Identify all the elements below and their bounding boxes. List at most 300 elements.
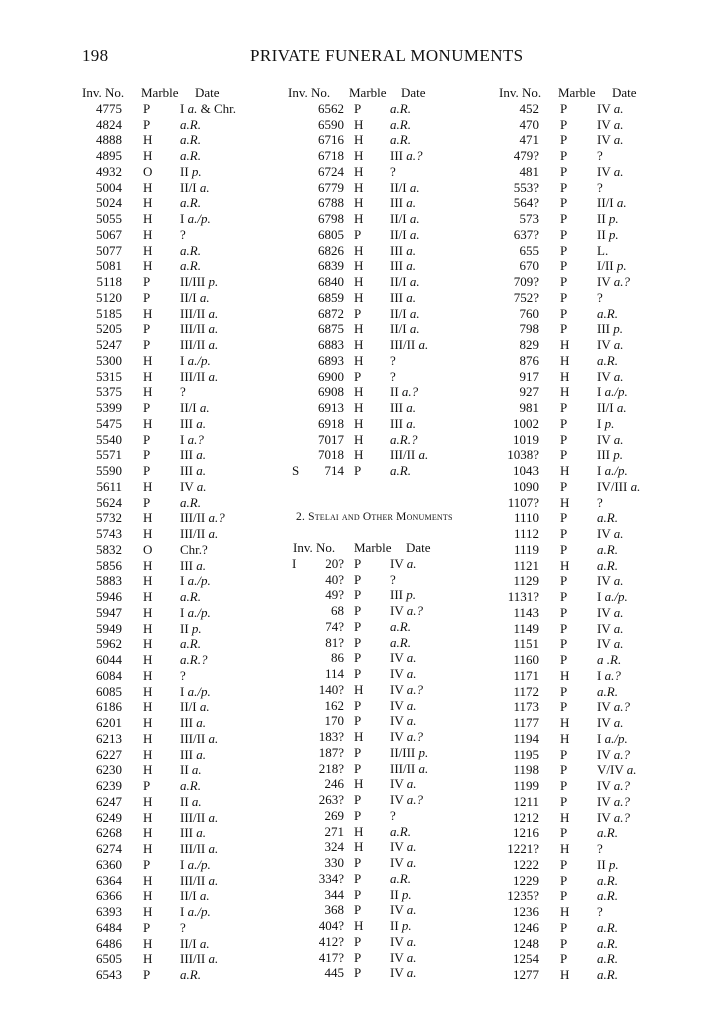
table-row — [499, 715, 689, 731]
table-row — [82, 101, 272, 117]
inventory-number: 49? — [325, 587, 344, 603]
inventory-number: 5024 — [96, 195, 122, 211]
table-row — [499, 447, 689, 463]
date-value: ? — [390, 807, 396, 823]
marble-type: P — [560, 289, 568, 305]
table-row — [499, 101, 689, 117]
inventory-number: 5743 — [96, 526, 122, 541]
marble-type: H — [143, 888, 153, 904]
table-row — [82, 636, 272, 652]
inventory-column-3 — [499, 85, 689, 983]
page-number: 198 — [82, 46, 109, 65]
marble-type: P — [354, 965, 362, 981]
inventory-number: 6044 — [96, 652, 122, 667]
table-row — [499, 164, 689, 180]
marble-type: P — [560, 778, 568, 793]
date-value: ? — [597, 148, 603, 163]
marble-type: P — [143, 321, 151, 337]
date-value: IV a. — [390, 839, 417, 855]
table-row — [82, 699, 272, 715]
inventory-number: 6360 — [96, 856, 122, 872]
table-row — [82, 652, 272, 668]
date-value: I a./p. — [180, 904, 211, 919]
marble-type: H — [354, 195, 364, 211]
date-value: III/II a. — [180, 841, 219, 856]
date-value: II/I a. — [180, 179, 210, 195]
marble-type: H — [143, 242, 153, 258]
inventory-number: 6364 — [96, 872, 122, 888]
table-row — [499, 321, 689, 337]
table-row — [288, 619, 493, 635]
table-row — [82, 825, 272, 841]
marble-type: P — [560, 951, 568, 967]
date-value: I a./p. — [180, 352, 211, 368]
table-row — [499, 337, 689, 353]
marble-type: H — [143, 825, 153, 841]
inventory-number: 6227 — [96, 746, 122, 762]
date-value: II/I a. — [390, 211, 420, 226]
date-value: a.R.? — [180, 652, 208, 667]
table-row — [288, 243, 493, 259]
inventory-number: 6505 — [96, 951, 122, 967]
marble-type: H — [143, 415, 153, 431]
date-value: II/I a. — [180, 935, 210, 951]
date-value: a.R. — [597, 951, 618, 967]
marble-type: H — [143, 730, 153, 746]
table-row — [499, 384, 689, 400]
running-title: PRIVATE FUNERAL MONUMENTS — [250, 46, 524, 65]
date-value: II p. — [390, 886, 412, 902]
inventory-number: 344 — [324, 886, 344, 902]
table-row — [82, 243, 272, 259]
header-inv-no: Inv. No. — [288, 85, 331, 100]
marble-type: H — [354, 321, 364, 337]
marble-type: P — [354, 100, 362, 116]
table-row — [499, 605, 689, 621]
inventory-number: 5247 — [96, 337, 122, 352]
date-value: III a. — [180, 447, 206, 463]
inventory-number: 471 — [519, 132, 539, 148]
table-row — [499, 636, 689, 652]
date-value: V/IV a. — [597, 762, 637, 778]
inventory-number: 1222 — [513, 856, 539, 872]
inventory-number: 5205 — [96, 321, 122, 337]
inventory-number: 1107? — [507, 494, 539, 510]
date-value: ? — [180, 919, 186, 935]
date-value: a.R. — [390, 132, 411, 148]
date-value: a.R. — [597, 935, 618, 951]
inventory-number: 6883 — [318, 337, 344, 352]
date-value: IV a. — [390, 650, 417, 666]
marble-type: P — [560, 683, 568, 699]
date-value: Chr.? — [180, 541, 208, 557]
date-value: II p. — [597, 211, 619, 226]
inventory-number: 187? — [318, 744, 344, 760]
table-row — [288, 824, 493, 840]
marble-type: P — [560, 478, 568, 494]
date-value: II/I a. — [180, 888, 210, 904]
header-date: Date — [406, 540, 431, 555]
marble-type: H — [143, 510, 153, 526]
marble-type: P — [143, 463, 151, 478]
date-value: III a. — [180, 746, 206, 762]
inventory-number: 6268 — [96, 825, 122, 841]
marble-type: P — [560, 226, 568, 242]
inventory-number: 6201 — [96, 715, 122, 730]
table-row — [288, 698, 493, 714]
date-value: IV a. — [180, 478, 207, 494]
marble-type: P — [560, 305, 568, 321]
date-value: II p. — [180, 163, 202, 179]
inventory-number: 5590 — [96, 463, 122, 478]
inventory-number: 5949 — [96, 620, 122, 636]
inventory-number: 1160 — [513, 652, 539, 667]
marble-type: P — [560, 573, 568, 589]
marble-type: H — [354, 415, 364, 431]
marble-type: H — [354, 918, 364, 933]
marble-type: P — [560, 132, 568, 148]
date-value: IV a.? — [597, 778, 630, 793]
date-value: I a./p. — [180, 856, 211, 872]
inventory-number: 1221? — [507, 841, 539, 856]
table-row — [288, 587, 493, 603]
inventory-number: 81? — [325, 634, 344, 650]
series-prefix: I — [292, 555, 297, 571]
inventory-number: 1019 — [513, 431, 539, 447]
inventory-number: 6716 — [318, 132, 344, 148]
date-value: I a./p. — [597, 463, 628, 478]
table-body — [288, 101, 493, 479]
table-row — [82, 447, 272, 463]
marble-type: P — [560, 400, 568, 415]
inventory-number: 6239 — [96, 778, 122, 793]
inventory-number: 6366 — [96, 888, 122, 904]
date-value: IV a. — [597, 337, 624, 352]
inventory-number: 6893 — [318, 352, 344, 368]
table-row — [288, 792, 493, 808]
inventory-number: 1131? — [507, 589, 539, 604]
table-row — [499, 857, 689, 873]
table-row — [288, 855, 493, 871]
date-value: I/II p. — [597, 258, 627, 274]
inventory-number: 5962 — [96, 636, 122, 652]
inventory-number: 1254 — [513, 951, 539, 967]
table-row — [288, 808, 493, 824]
inventory-column-2 — [288, 85, 493, 479]
marble-type: P — [354, 650, 362, 666]
table-row — [288, 369, 493, 385]
date-value: a.R. — [597, 825, 618, 841]
inventory-number: 1199 — [513, 778, 539, 793]
date-value: a.R. — [180, 589, 201, 604]
date-value: III a. — [180, 557, 206, 573]
date-value: IV a.? — [390, 792, 423, 807]
inventory-number: 1171 — [513, 667, 539, 683]
inventory-number: 5832 — [96, 541, 122, 557]
date-value: ? — [597, 841, 603, 856]
date-value: IV a.? — [597, 274, 630, 289]
date-value: IV a. — [390, 933, 417, 949]
date-value: a.R. — [390, 634, 411, 650]
marble-type: P — [354, 792, 362, 807]
table-row — [288, 761, 493, 777]
marble-type: P — [560, 116, 568, 132]
table-row — [82, 306, 272, 322]
date-value: ? — [180, 667, 186, 683]
inventory-number: 417? — [318, 949, 344, 965]
date-value: IV a. — [597, 163, 624, 179]
table-row — [288, 101, 493, 117]
date-value: III a. — [180, 463, 206, 478]
table-row — [499, 416, 689, 432]
date-value: IV a. — [597, 620, 624, 636]
marble-type: H — [143, 809, 153, 825]
date-value: IV/III a. — [597, 478, 641, 494]
inventory-number: 564? — [513, 195, 539, 211]
date-value: IV a.? — [597, 746, 630, 762]
inventory-number: 4775 — [96, 100, 122, 116]
marble-type: P — [560, 935, 568, 951]
marble-type: H — [354, 384, 364, 400]
date-value: III a. — [390, 242, 416, 258]
table-row — [499, 542, 689, 558]
table-row — [82, 180, 272, 196]
date-value: III/II a. — [180, 368, 219, 384]
date-value: a .R. — [597, 652, 622, 667]
table-row — [288, 353, 493, 369]
inventory-number: 5399 — [96, 400, 122, 415]
header-date: Date — [401, 85, 426, 100]
marble-type: H — [143, 699, 153, 715]
inventory-number: 5067 — [96, 226, 122, 242]
inventory-number: 7018 — [318, 447, 344, 463]
marble-type: H — [143, 226, 153, 242]
table-row — [499, 920, 689, 936]
date-value: II/I a. — [390, 274, 420, 289]
table-row — [288, 934, 493, 950]
table-row — [499, 195, 689, 211]
date-value: II a. — [180, 762, 202, 778]
date-value: a.R. — [597, 541, 618, 557]
table-row — [82, 258, 272, 274]
marble-type: P — [354, 305, 362, 321]
inventory-number: 5055 — [96, 211, 122, 226]
inventory-number: 6590 — [318, 116, 344, 132]
inventory-number: 714 — [324, 463, 344, 478]
date-value: a.R. — [180, 132, 201, 148]
date-value: II/I a. — [597, 195, 627, 211]
inventory-number: 1277 — [513, 967, 539, 982]
inventory-number: 114 — [324, 666, 344, 681]
inventory-number: 6908 — [318, 384, 344, 400]
inventory-number: 445 — [324, 965, 344, 981]
date-value: III/II a. — [180, 321, 219, 337]
table-row — [82, 510, 272, 526]
table-row — [82, 211, 272, 227]
marble-type: H — [560, 667, 570, 683]
marble-type: P — [560, 856, 568, 872]
marble-type: H — [354, 116, 364, 132]
marble-type: H — [143, 793, 153, 809]
date-value: IV a. — [390, 949, 417, 965]
table-row — [499, 258, 689, 274]
marble-type: H — [560, 494, 570, 510]
inventory-number: 6186 — [96, 699, 122, 715]
inventory-number: 1236 — [513, 904, 539, 919]
table-row — [82, 589, 272, 605]
inventory-number: 7017 — [318, 431, 344, 447]
table-row — [82, 668, 272, 684]
table-row — [499, 211, 689, 227]
date-value: III p. — [597, 321, 623, 337]
table-body — [288, 556, 493, 981]
table-row — [499, 936, 689, 952]
table-row — [82, 621, 272, 637]
date-value: III a. — [390, 415, 416, 431]
inventory-number: 5732 — [96, 510, 122, 526]
marble-type: H — [143, 526, 153, 541]
marble-type: P — [143, 447, 151, 463]
table-row — [288, 321, 493, 337]
marble-type: P — [143, 337, 151, 352]
date-value: a.R. — [390, 463, 411, 478]
marble-type: P — [143, 494, 151, 510]
table-row — [288, 290, 493, 306]
table-row — [288, 902, 493, 918]
inventory-number: 6900 — [318, 368, 344, 384]
table-row — [82, 337, 272, 353]
marble-type: H — [143, 636, 153, 652]
date-value: IV a. — [390, 666, 417, 681]
table-row — [288, 666, 493, 682]
table-row — [288, 306, 493, 322]
inventory-number: 6805 — [318, 226, 344, 242]
inventory-number: 1149 — [513, 620, 539, 636]
marble-type: H — [143, 667, 153, 683]
inventory-number: 162 — [324, 697, 344, 713]
marble-type: H — [143, 935, 153, 951]
table-row — [288, 887, 493, 903]
date-value: II a.? — [390, 384, 419, 400]
date-value: IV a.? — [597, 699, 630, 715]
inventory-number: 6913 — [318, 400, 344, 415]
marble-type: H — [143, 604, 153, 620]
inventory-number: 5624 — [96, 494, 122, 510]
date-value: a.R. — [597, 888, 618, 904]
marble-type: H — [354, 179, 364, 195]
inventory-number: 5611 — [96, 478, 122, 494]
marble-type: H — [143, 258, 153, 274]
marble-type: P — [560, 526, 568, 541]
table-row — [499, 873, 689, 889]
inventory-number: 412? — [318, 933, 344, 949]
date-value: a.R. — [597, 352, 618, 368]
table-row — [499, 825, 689, 841]
table-row — [288, 180, 493, 196]
date-value: II/I a. — [390, 179, 420, 195]
table-row — [82, 558, 272, 574]
inventory-number: 1229 — [513, 872, 539, 888]
marble-type: H — [560, 352, 570, 368]
date-value: ? — [180, 384, 186, 400]
table-row — [82, 920, 272, 936]
marble-type: P — [143, 856, 151, 872]
date-value: IV a. — [597, 368, 624, 384]
marble-type: P — [560, 179, 568, 195]
table-row — [82, 369, 272, 385]
table-row — [288, 227, 493, 243]
inventory-number: 74? — [325, 618, 344, 634]
inventory-number: 1173 — [513, 699, 539, 715]
marble-type: H — [143, 589, 153, 604]
table-row — [82, 684, 272, 700]
table-row — [82, 762, 272, 778]
inventory-number: 5004 — [96, 179, 122, 195]
date-value: I a.? — [180, 431, 204, 447]
date-value: IV a. — [597, 715, 624, 730]
marble-type: P — [354, 226, 362, 242]
table-row — [288, 384, 493, 400]
marble-type: P — [143, 289, 151, 305]
inventory-number: 6486 — [96, 935, 122, 951]
inventory-number: 170 — [324, 713, 344, 729]
inventory-number: 1177 — [513, 715, 539, 730]
inventory-number: 269 — [324, 807, 344, 823]
marble-type: H — [560, 337, 570, 352]
marble-type: P — [560, 604, 568, 620]
inventory-number: 368 — [324, 902, 344, 918]
inventory-number: 6839 — [318, 258, 344, 274]
table-row — [288, 416, 493, 432]
date-value: I a./p. — [597, 384, 628, 400]
date-value: IV a. — [390, 697, 417, 713]
inventory-number: 798 — [519, 321, 539, 337]
marble-type: P — [560, 274, 568, 289]
inventory-number: 470 — [519, 116, 539, 132]
marble-type: P — [560, 258, 568, 274]
marble-type: H — [143, 746, 153, 762]
table-row — [82, 416, 272, 432]
inventory-number: 655 — [519, 242, 539, 258]
date-value: III a. — [180, 415, 206, 431]
date-value: ? — [390, 352, 396, 368]
header-inv-no: Inv. No. — [293, 540, 336, 555]
marble-type: H — [143, 951, 153, 967]
inventory-number: 1246 — [513, 919, 539, 935]
inventory-number: 1151 — [513, 636, 539, 652]
date-value: IV a.? — [390, 603, 423, 618]
table-row — [499, 243, 689, 259]
date-value: a.R. — [180, 242, 201, 258]
marble-type: P — [354, 368, 362, 384]
date-value: a.R. — [180, 494, 201, 510]
marble-type: P — [143, 919, 151, 935]
table-row — [82, 904, 272, 920]
date-value: III a.? — [390, 148, 423, 163]
marble-type: H — [143, 195, 153, 211]
table-row — [499, 510, 689, 526]
inventory-number: 1119 — [513, 541, 539, 557]
date-value: a.R. — [597, 510, 618, 526]
marble-type: P — [354, 949, 362, 965]
date-value: IV a. — [390, 713, 417, 729]
table-row — [499, 558, 689, 574]
table-row — [288, 148, 493, 164]
marble-type: P — [560, 652, 568, 667]
date-value: IV a. — [597, 100, 624, 116]
table-row — [82, 731, 272, 747]
inventory-number: 6788 — [318, 195, 344, 211]
